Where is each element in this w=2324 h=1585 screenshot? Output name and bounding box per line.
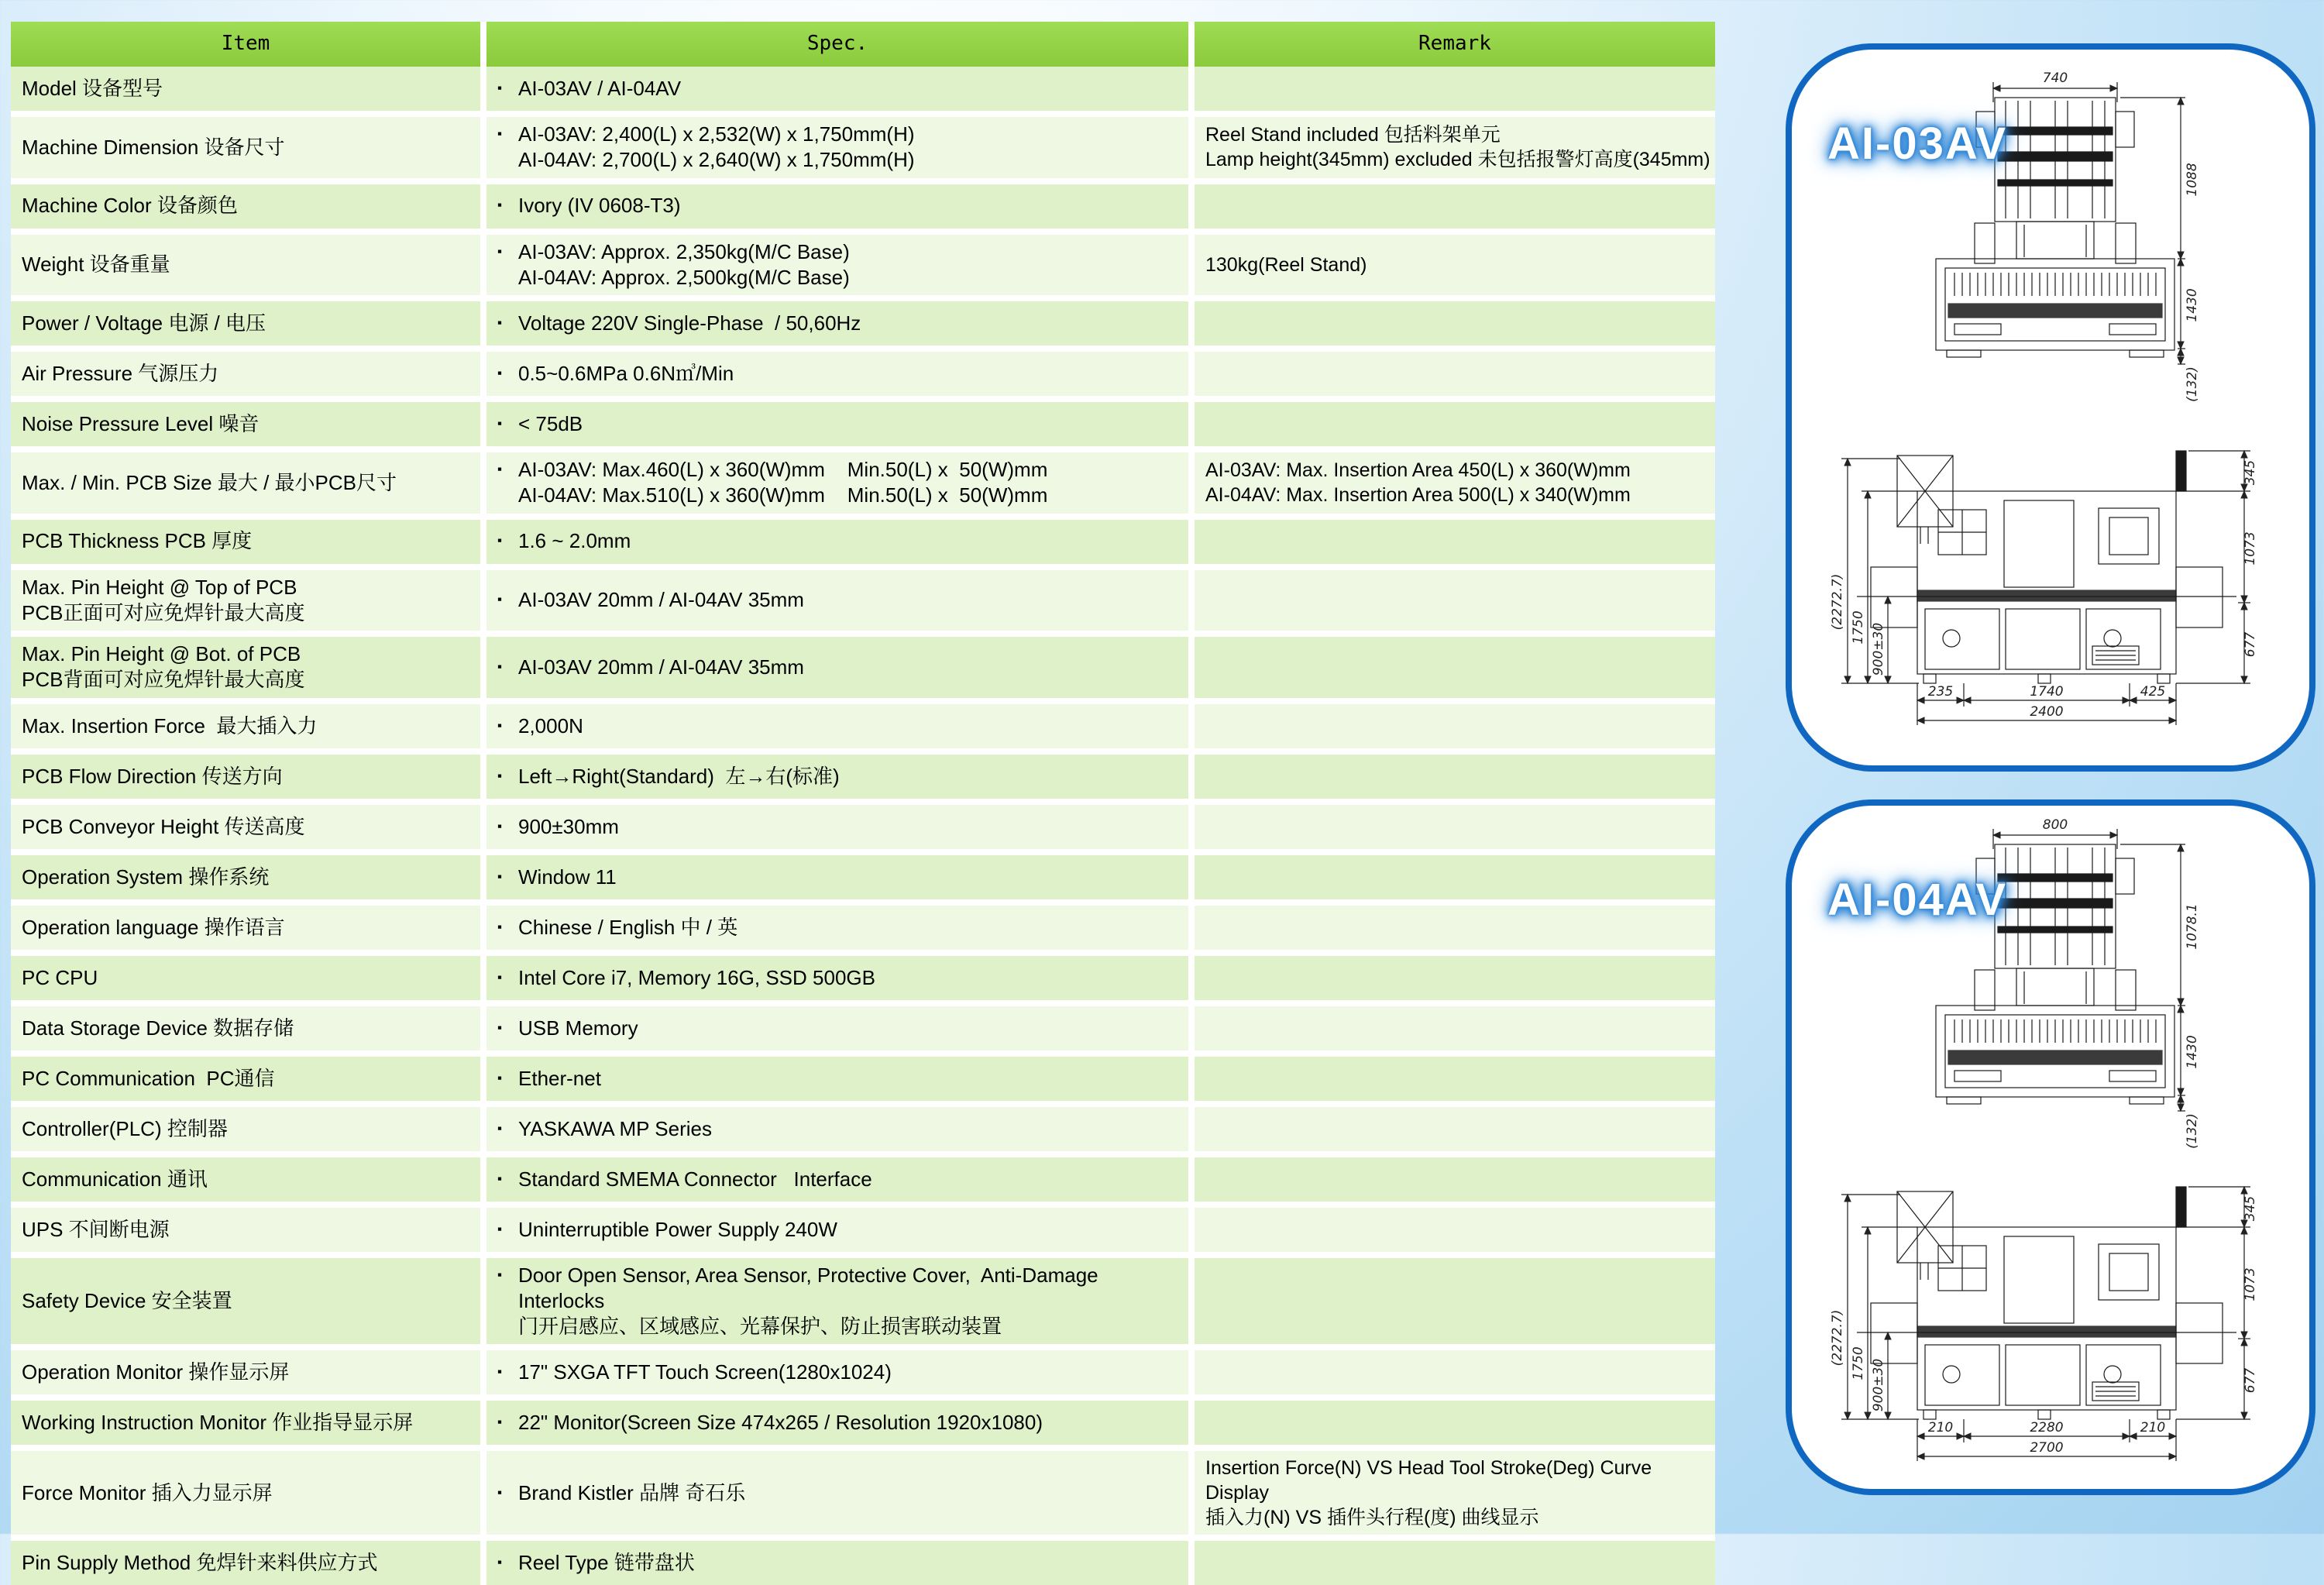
remark-text: AI-04AV: Max. Insertion Area 500(L) x 340(W)mm <box>1205 484 1631 507</box>
svg-text:900±30: 900±30 <box>1871 622 1886 676</box>
bullet-icon: ▪ <box>497 768 503 783</box>
svg-text:235: 235 <box>1927 684 1954 700</box>
remark-cell <box>1195 755 1715 799</box>
model-label-ai-04av: AI-04AV <box>1827 875 2008 925</box>
remark-text: 插入力(N) VS 插件头行程(度) 曲线显示 <box>1205 1507 1539 1529</box>
table-row <box>11 235 1715 296</box>
spec-text: Standard SMEMA Connector Interface <box>518 1167 872 1191</box>
item-text: Controller(PLC) 控制器 <box>22 1116 228 1140</box>
spec-cell <box>486 1451 1188 1535</box>
svg-text:740: 740 <box>2042 70 2068 86</box>
spec-text: Reel Type 链带盘状 <box>518 1551 695 1575</box>
remark-cell <box>1195 1541 1715 1585</box>
item-text: Machine Color 设备颜色 <box>22 194 238 218</box>
remark-cell <box>1195 1208 1715 1252</box>
item-text: Power / Voltage 电源 / 电压 <box>22 311 266 335</box>
spec-text: AI-03AV 20mm / AI-04AV 35mm <box>518 588 804 612</box>
spec-cell <box>486 1157 1188 1202</box>
item-cell <box>11 352 480 396</box>
item-cell <box>11 1208 480 1252</box>
spec-cell <box>486 956 1188 1000</box>
svg-text:677: 677 <box>2243 1367 2258 1394</box>
remark-cell <box>1195 704 1715 748</box>
spec-text: Intel Core i7, Memory 16G, SSD 500GB <box>518 965 875 989</box>
spec-text: 900±30mm <box>518 814 619 838</box>
remark-cell <box>1195 1006 1715 1050</box>
bullet-icon: ▪ <box>497 1221 503 1236</box>
table-row <box>11 755 1715 799</box>
spec-cell <box>486 855 1188 899</box>
svg-text:210: 210 <box>1927 1420 1954 1435</box>
item-cell <box>11 1006 480 1050</box>
item-text: PC CPU <box>22 965 98 989</box>
svg-text:1750: 1750 <box>1851 1346 1866 1380</box>
spec-text: 22" Monitor(Screen Size 474x265 / Resolution 1920x1080) <box>518 1411 1043 1435</box>
svg-text:(2272.7): (2272.7) <box>1830 1309 1845 1367</box>
bullet-icon: ▪ <box>497 1070 503 1085</box>
spec-cell <box>486 402 1188 446</box>
table-row <box>11 855 1715 899</box>
table-body <box>11 67 1715 1585</box>
table-row <box>11 520 1715 564</box>
remark-text: Reel Stand included 包括料架单元 <box>1205 124 1501 146</box>
bullet-icon: ▪ <box>497 80 503 95</box>
spec-cell <box>486 1541 1188 1585</box>
item-cell <box>11 520 480 564</box>
bullet-icon: ▪ <box>497 1364 503 1380</box>
remark-cell <box>1195 520 1715 564</box>
remark-cell <box>1195 452 1715 514</box>
item-cell <box>11 117 480 178</box>
bullet-icon: ▪ <box>497 717 503 733</box>
spec-text: AI-03AV: Approx. 2,350kg(M/C Base) <box>518 239 850 263</box>
remark-cell <box>1195 956 1715 1000</box>
spec-cell <box>486 1006 1188 1050</box>
spec-text: < 75dB <box>518 411 583 435</box>
spec-text: Door Open Sensor, Area Sensor, Protective Cover, Anti-Damage Interlocks <box>518 1263 1104 1312</box>
svg-text:345: 345 <box>2243 459 2258 486</box>
item-cell <box>11 1451 480 1535</box>
bullet-icon: ▪ <box>497 818 503 834</box>
item-text: Data Storage Device 数据存储 <box>22 1016 294 1040</box>
item-cell <box>11 906 480 950</box>
table-header-row <box>11 22 1715 67</box>
bullet-icon: ▪ <box>497 1019 503 1035</box>
item-cell <box>11 855 480 899</box>
remark-cell <box>1195 1057 1715 1101</box>
svg-text:1430: 1430 <box>2185 1035 2200 1069</box>
item-cell <box>11 1541 480 1585</box>
item-text: PCB Conveyor Height 传送高度 <box>22 814 305 838</box>
table-row <box>11 704 1715 748</box>
item-text: PCB背面可对应免焊针最大高度 <box>22 668 305 692</box>
item-cell <box>11 755 480 799</box>
item-text: Operation Monitor 操作显示屏 <box>22 1360 290 1384</box>
svg-text:1073: 1073 <box>2243 531 2258 566</box>
bullet-icon: ▪ <box>497 868 503 884</box>
spec-text: YASKAWA MP Series <box>518 1116 712 1140</box>
item-text: Noise Pressure Level 噪音 <box>22 411 260 435</box>
table-row <box>11 1258 1715 1345</box>
spec-text: Window 11 <box>518 865 617 889</box>
remark-cell <box>1195 855 1715 899</box>
item-text: Operation language 操作语言 <box>22 915 285 939</box>
remark-cell <box>1195 235 1715 296</box>
svg-text:(132): (132) <box>2185 366 2200 402</box>
item-text: Weight 设备重量 <box>22 253 170 277</box>
svg-text:2280: 2280 <box>2030 1420 2064 1435</box>
spec-text: 2,000N <box>518 713 583 737</box>
item-text: Pin Supply Method 免焊针来料供应方式 <box>22 1551 378 1575</box>
spec-text: AI-04AV: Max.510(L) x 360(W)mm Min.50(L) x 50(W)mm <box>518 483 1048 507</box>
remark-cell <box>1195 1258 1715 1345</box>
svg-text:2700: 2700 <box>2030 1440 2064 1456</box>
svg-text:677: 677 <box>2243 631 2258 658</box>
spec-text: Ether-net <box>518 1066 601 1090</box>
bullet-icon: ▪ <box>497 658 503 674</box>
item-text: Force Monitor 插入力显示屏 <box>22 1480 273 1504</box>
svg-text:2400: 2400 <box>2030 704 2064 720</box>
item-cell <box>11 570 480 631</box>
item-text: Air Pressure 气源压力 <box>22 361 219 385</box>
spec-text: AI-03AV: 2,400(L) x 2,532(W) x 1,750mm(H) <box>518 122 915 146</box>
item-cell <box>11 301 480 346</box>
bullet-icon: ▪ <box>497 315 503 330</box>
item-text: UPS 不间断电源 <box>22 1217 170 1241</box>
table-row <box>11 1350 1715 1394</box>
table-row <box>11 184 1715 229</box>
spec-cell <box>486 352 1188 396</box>
item-cell <box>11 1401 480 1445</box>
remark-cell <box>1195 184 1715 229</box>
spec-cell <box>486 1057 1188 1101</box>
remark-cell <box>1195 1107 1715 1151</box>
bullet-icon: ▪ <box>497 198 503 213</box>
table-row <box>11 637 1715 698</box>
svg-text:(2272.7): (2272.7) <box>1830 573 1845 631</box>
table-row <box>11 301 1715 346</box>
remark-text: 130kg(Reel Stand) <box>1205 253 1367 276</box>
spec-cell <box>486 184 1188 229</box>
bullet-icon: ▪ <box>497 126 503 141</box>
bullet-icon: ▪ <box>497 1415 503 1430</box>
remark-cell <box>1195 570 1715 631</box>
item-cell <box>11 637 480 698</box>
bullet-icon: ▪ <box>497 1267 503 1282</box>
spec-cell <box>486 452 1188 514</box>
spec-cell <box>486 235 1188 296</box>
svg-text:1088: 1088 <box>2185 163 2200 197</box>
bullet-icon: ▪ <box>497 592 503 607</box>
item-text: Max. Insertion Force 最大插入力 <box>22 713 318 737</box>
remark-cell <box>1195 1401 1715 1445</box>
spec-cell <box>486 1107 1188 1151</box>
table-row <box>11 956 1715 1000</box>
spec-text: Chinese / English 中 / 英 <box>518 915 738 939</box>
remark-text: Lamp height(345mm) excluded 未包括报警灯高度(345mm) <box>1205 149 1710 171</box>
table-row <box>11 906 1715 950</box>
remark-cell <box>1195 402 1715 446</box>
spec-text: 门开启感应、区域感应、光幕保护、防止损害联动装置 <box>518 1315 1002 1339</box>
column-header-item: Item <box>11 22 480 67</box>
remark-text: AI-03AV: Max. Insertion Area 450(L) x 360(W)mm <box>1205 459 1631 482</box>
spec-cell <box>486 520 1188 564</box>
item-text: Safety Device 安全装置 <box>22 1288 232 1312</box>
table-row <box>11 1451 1715 1535</box>
table-row <box>11 1541 1715 1585</box>
spec-text: Left→Right(Standard) 左→右(标准) <box>518 764 840 788</box>
svg-text:425: 425 <box>2140 684 2166 700</box>
spec-cell <box>486 637 1188 698</box>
item-text: Communication 通讯 <box>22 1167 208 1191</box>
spec-cell <box>486 570 1188 631</box>
bullet-icon: ▪ <box>497 243 503 259</box>
spec-text: AI-03AV 20mm / AI-04AV 35mm <box>518 655 804 679</box>
spec-cell <box>486 805 1188 849</box>
svg-text:(132): (132) <box>2185 1113 2200 1149</box>
table-row <box>11 805 1715 849</box>
svg-text:1073: 1073 <box>2243 1267 2258 1301</box>
bullet-icon: ▪ <box>497 1120 503 1136</box>
item-cell <box>11 704 480 748</box>
bullet-icon: ▪ <box>497 1484 503 1500</box>
item-cell <box>11 1107 480 1151</box>
spec-text: AI-03AV: Max.460(L) x 360(W)mm Min.50(L) x 50(W)mm <box>518 458 1048 482</box>
table-row <box>11 452 1715 514</box>
bullet-icon: ▪ <box>497 533 503 548</box>
spec-text: 17" SXGA TFT Touch Screen(1280x1024) <box>518 1360 892 1384</box>
table-row <box>11 117 1715 178</box>
item-text: PCB Thickness PCB 厚度 <box>22 529 253 553</box>
table-row <box>11 1107 1715 1151</box>
spec-cell <box>486 1401 1188 1445</box>
bullet-icon: ▪ <box>497 1171 503 1186</box>
item-text: PC Communication PC通信 <box>22 1066 275 1090</box>
table-row <box>11 402 1715 446</box>
svg-text:345: 345 <box>2243 1195 2258 1222</box>
remark-cell <box>1195 67 1715 111</box>
spec-cell <box>486 1350 1188 1394</box>
svg-text:1430: 1430 <box>2185 288 2200 322</box>
item-text: Machine Dimension 设备尺寸 <box>22 135 285 159</box>
remark-cell <box>1195 906 1715 950</box>
spec-text: AI-03AV / AI-04AV <box>518 76 682 100</box>
item-cell <box>11 1157 480 1202</box>
spec-text: AI-04AV: Approx. 2,500kg(M/C Base) <box>518 265 850 289</box>
remark-cell <box>1195 805 1715 849</box>
spec-text: USB Memory <box>518 1016 638 1040</box>
svg-text:900±30: 900±30 <box>1871 1358 1886 1412</box>
remark-text: Insertion Force(N) VS Head Tool Stroke(Deg) Curve Display <box>1205 1457 1658 1504</box>
bullet-icon: ▪ <box>497 969 503 985</box>
remark-cell <box>1195 301 1715 346</box>
remark-cell <box>1195 637 1715 698</box>
column-header-remark: Remark <box>1195 22 1715 67</box>
spec-text: Brand Kistler 品牌 奇石乐 <box>518 1480 746 1504</box>
panel-ai-03av <box>1786 43 2315 772</box>
table-row <box>11 570 1715 631</box>
item-text: Operation System 操作系统 <box>22 865 270 889</box>
item-cell <box>11 805 480 849</box>
item-text: PCB正面可对应免焊针最大高度 <box>22 600 305 624</box>
item-cell <box>11 452 480 514</box>
svg-text:1750: 1750 <box>1851 610 1866 645</box>
item-cell <box>11 235 480 296</box>
table-row <box>11 1401 1715 1445</box>
remark-cell <box>1195 117 1715 178</box>
item-text: Max. Pin Height @ Bot. of PCB <box>22 642 301 666</box>
table-row <box>11 1057 1715 1101</box>
table-row <box>11 1157 1715 1202</box>
bullet-icon: ▪ <box>497 415 503 431</box>
remark-cell <box>1195 1350 1715 1394</box>
svg-text:1740: 1740 <box>2030 684 2064 700</box>
item-cell <box>11 956 480 1000</box>
item-cell <box>11 1350 480 1394</box>
remark-cell <box>1195 1157 1715 1202</box>
item-text: Max. Pin Height @ Top of PCB <box>22 575 297 599</box>
table-row <box>11 67 1715 111</box>
spec-table <box>11 22 1715 1585</box>
svg-text:800: 800 <box>2042 817 2068 833</box>
spec-text: 1.6 ~ 2.0mm <box>518 529 631 553</box>
spec-cell <box>486 67 1188 111</box>
bullet-icon: ▪ <box>497 365 503 380</box>
spec-text: Voltage 220V Single-Phase / 50,60Hz <box>518 311 861 335</box>
item-cell <box>11 184 480 229</box>
model-label-ai-03av: AI-03AV <box>1827 119 2008 169</box>
bullet-icon: ▪ <box>497 1555 503 1570</box>
spec-cell <box>486 1258 1188 1345</box>
spec-cell <box>486 301 1188 346</box>
item-cell <box>11 1057 480 1101</box>
table-row <box>11 1208 1715 1252</box>
spec-cell <box>486 1208 1188 1252</box>
item-cell <box>11 67 480 111</box>
panel-ai-04av <box>1786 799 2315 1495</box>
item-cell <box>11 1258 480 1345</box>
spec-text: Ivory (IV 0608-T3) <box>518 194 681 218</box>
item-text: Model 设备型号 <box>22 76 163 100</box>
spec-text: AI-04AV: 2,700(L) x 2,640(W) x 1,750mm(H) <box>518 148 915 172</box>
spec-cell <box>486 704 1188 748</box>
item-text: PCB Flow Direction 传送方向 <box>22 764 283 788</box>
item-cell <box>11 402 480 446</box>
bullet-icon: ▪ <box>497 462 503 477</box>
item-text: Max. / Min. PCB Size 最大 / 最小PCB尺寸 <box>22 470 397 494</box>
spec-text: Uninterruptible Power Supply 240W <box>518 1217 837 1241</box>
svg-text:1078.1: 1078.1 <box>2185 903 2200 950</box>
column-header-spec: Spec. <box>486 22 1188 67</box>
remark-cell <box>1195 352 1715 396</box>
remark-cell <box>1195 1451 1715 1535</box>
spec-cell <box>486 117 1188 178</box>
svg-text:210: 210 <box>2140 1420 2166 1435</box>
spec-cell <box>486 755 1188 799</box>
table-row <box>11 352 1715 396</box>
bullet-icon: ▪ <box>497 919 503 934</box>
spec-cell <box>486 906 1188 950</box>
spec-text: 0.5~0.6MPa 0.6N㎥/Min <box>518 361 734 385</box>
table-row <box>11 1006 1715 1050</box>
item-text: Working Instruction Monitor 作业指导显示屏 <box>22 1411 414 1435</box>
